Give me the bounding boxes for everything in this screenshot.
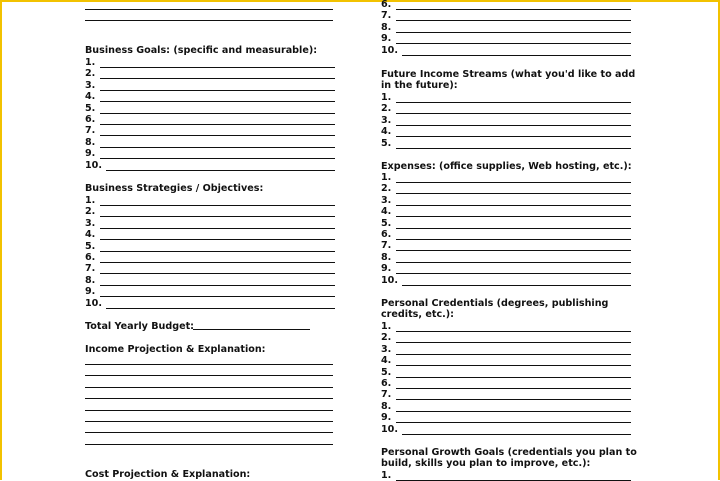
blank-line[interactable] <box>85 375 333 376</box>
personal-credentials-heading-line2: credits, etc.): <box>381 309 455 320</box>
numbered-line-item <box>381 103 631 114</box>
blank-line[interactable] <box>85 398 333 399</box>
income-projection-heading: Income Projection & Explanation: <box>85 344 266 355</box>
item-number: 1. <box>381 321 392 332</box>
personal-growth-heading-line2: build, skills you plan to improve, etc.): <box>381 458 591 469</box>
numbered-line-item <box>85 298 335 309</box>
item-number: 9. <box>381 33 392 45</box>
numbered-line-item <box>381 183 631 194</box>
expenses-heading: Expenses: (office supplies, Web hosting, etc.): <box>381 161 632 172</box>
numbered-line-item <box>381 332 631 343</box>
numbered-line-item <box>85 148 335 159</box>
numbered-line-item <box>381 470 631 481</box>
item-number: 7. <box>85 125 96 137</box>
total-yearly-budget-field[interactable] <box>193 329 310 330</box>
numbered-line-item <box>85 263 335 274</box>
numbered-line-item <box>381 0 631 10</box>
numbered-line-item <box>85 160 335 171</box>
item-number: 1. <box>381 470 392 481</box>
item-number: 1. <box>381 92 392 103</box>
item-number: 2. <box>85 68 96 80</box>
numbered-line-item <box>85 57 335 68</box>
item-number: 2. <box>381 332 392 344</box>
numbered-line-item <box>381 378 631 389</box>
item-number: 5. <box>85 102 96 114</box>
cost-projection-heading: Cost Projection & Explanation: <box>85 469 251 480</box>
numbered-line-item <box>85 229 335 240</box>
item-number: 1. <box>85 195 96 206</box>
numbered-line-item <box>85 80 335 91</box>
item-number: 2. <box>85 206 96 218</box>
numbered-line-item <box>381 424 631 435</box>
numbered-line-item <box>381 355 631 366</box>
numbered-line-item <box>381 229 631 240</box>
numbered-line-item <box>381 206 631 217</box>
blank-answer-line[interactable] <box>396 148 631 149</box>
blank-line[interactable] <box>85 387 333 388</box>
future-income-heading-line2: in the future): <box>381 80 458 91</box>
numbered-line-item <box>381 45 631 56</box>
item-number: 9. <box>381 263 392 275</box>
item-number: 5. <box>381 137 392 149</box>
numbered-line-item <box>85 68 335 79</box>
item-number: 7. <box>85 263 96 275</box>
numbered-line-item <box>381 252 631 263</box>
numbered-line-item <box>381 263 631 274</box>
numbered-line-item <box>85 241 335 252</box>
item-number: 9. <box>381 412 392 424</box>
numbered-line-item <box>381 344 631 355</box>
numbered-line-item <box>85 137 335 148</box>
item-number: 2. <box>381 103 392 115</box>
numbered-line-item <box>85 218 335 229</box>
personal-credentials-heading-line1: Personal Credentials (degrees, publishing <box>381 298 609 309</box>
blank-line[interactable] <box>85 410 333 411</box>
item-number: 7. <box>381 10 392 22</box>
item-number: 4. <box>85 229 96 241</box>
numbered-line-item <box>381 22 631 33</box>
blank-answer-line[interactable] <box>402 285 631 286</box>
numbered-line-item <box>381 126 631 137</box>
item-number: 10. <box>381 423 398 435</box>
item-number: 10. <box>85 297 102 309</box>
item-number: 6. <box>381 378 392 389</box>
business-goals-heading: Business Goals: (specific and measurable): <box>85 45 318 56</box>
item-number: 5. <box>381 366 392 378</box>
item-number: 10. <box>381 44 398 56</box>
item-number: 3. <box>381 343 392 355</box>
business-strategies-heading: Business Strategies / Objectives: <box>85 183 264 194</box>
item-number: 3. <box>381 114 392 126</box>
future-income-heading-line1: Future Income Streams (what you'd like to add <box>381 69 636 80</box>
blank-line[interactable] <box>85 20 333 21</box>
item-number: 6. <box>85 252 96 263</box>
item-number: 3. <box>381 194 392 206</box>
item-number: 8. <box>85 274 96 286</box>
numbered-line-item <box>381 195 631 206</box>
numbered-line-item <box>381 401 631 412</box>
numbered-line-item <box>85 286 335 297</box>
numbered-line-item <box>381 92 631 103</box>
item-number: 9. <box>85 148 96 160</box>
numbered-line-item <box>381 33 631 44</box>
numbered-line-item <box>381 275 631 286</box>
numbered-line-item <box>85 206 335 217</box>
blank-line[interactable] <box>85 444 333 445</box>
numbered-line-item <box>85 125 335 136</box>
numbered-line-item <box>381 115 631 126</box>
item-number: 5. <box>85 240 96 252</box>
numbered-line-item <box>381 321 631 332</box>
blank-line[interactable] <box>85 432 333 433</box>
item-number: 7. <box>381 389 392 401</box>
numbered-line-item <box>381 172 631 183</box>
numbered-line-item <box>381 240 631 251</box>
blank-answer-line[interactable] <box>402 55 631 56</box>
item-number: 8. <box>381 400 392 412</box>
item-number: 7. <box>381 240 392 252</box>
numbered-line-item <box>381 10 631 21</box>
numbered-line-item <box>85 195 335 206</box>
item-number: 3. <box>85 79 96 91</box>
item-number: 4. <box>381 206 392 218</box>
item-number: 6. <box>85 114 96 125</box>
item-number: 1. <box>381 172 392 183</box>
item-number: 4. <box>85 91 96 103</box>
item-number: 4. <box>381 126 392 138</box>
numbered-line-item <box>85 275 335 286</box>
item-number: 2. <box>381 183 392 195</box>
item-number: 8. <box>381 21 392 33</box>
item-number: 9. <box>85 286 96 298</box>
numbered-line-item <box>381 367 631 378</box>
blank-answer-line[interactable] <box>106 308 335 309</box>
numbered-line-item <box>85 91 335 102</box>
blank-line[interactable] <box>85 9 333 10</box>
numbered-line-item <box>85 103 335 114</box>
item-number: 4. <box>381 355 392 367</box>
blank-line[interactable] <box>85 364 333 365</box>
item-number: 6. <box>381 0 392 10</box>
blank-answer-line[interactable] <box>402 434 631 435</box>
item-number: 1. <box>85 57 96 68</box>
numbered-line-item <box>85 114 335 125</box>
blank-answer-line[interactable] <box>106 170 335 171</box>
item-number: 8. <box>381 251 392 263</box>
item-number: 5. <box>381 217 392 229</box>
numbered-line-item <box>381 389 631 400</box>
numbered-line-item <box>381 138 631 149</box>
item-number: 8. <box>85 136 96 148</box>
item-number: 10. <box>85 159 102 171</box>
numbered-line-item <box>381 412 631 423</box>
personal-growth-heading-line1: Personal Growth Goals (credentials you plan to <box>381 447 637 458</box>
item-number: 6. <box>381 229 392 240</box>
blank-line[interactable] <box>85 421 333 422</box>
item-number: 3. <box>85 217 96 229</box>
item-number: 10. <box>381 274 398 286</box>
total-yearly-budget-label: Total Yearly Budget: <box>85 321 195 332</box>
numbered-line-item <box>85 252 335 263</box>
numbered-line-item <box>381 218 631 229</box>
